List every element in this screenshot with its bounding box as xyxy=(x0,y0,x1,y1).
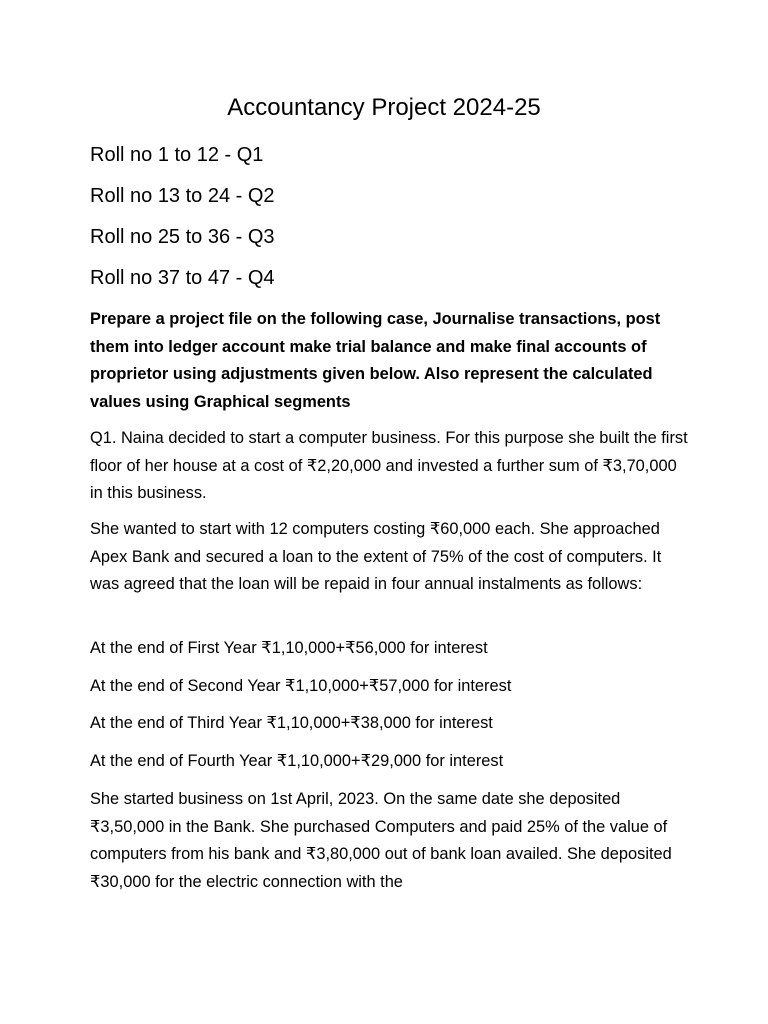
instalment-year-1: At the end of First Year ₹1,10,000+₹56,000 for interest xyxy=(90,639,488,657)
roll-assignment-q1: Roll no 1 to 12 - Q1 xyxy=(90,144,264,166)
project-instructions: Prepare a project file on the following case, Journalise transactions, post them into ledger account make trial balance and make final accounts of proprietor using adjustments given below. Also represent the calculated values using Graphical segments xyxy=(90,310,661,411)
loan-paragraph: She wanted to start with 12 computers costing ₹60,000 each. She approached Apex Bank and secured a loan to the extent of 75% of the cost of computers. It was agreed that the loan will be repaid in four annual instalments as follows: xyxy=(90,520,662,593)
page-title: Accountancy Project 2024-25 xyxy=(227,94,541,121)
roll-assignment-q3: Roll no 25 to 36 - Q3 xyxy=(90,226,275,248)
instalment-year-4: At the end of Fourth Year ₹1,10,000+₹29,000 for interest xyxy=(90,752,504,770)
instalment-year-2: At the end of Second Year ₹1,10,000+₹57,000 for interest xyxy=(90,677,512,695)
question-intro-paragraph: Q1. Naina decided to start a computer business. For this purpose she built the first floor of her house at a cost of ₹2,20,000 and invested a further sum of ₹3,70,000 in this business. xyxy=(90,429,688,502)
business-start-paragraph: She started business on 1st April, 2023. On the same date she deposited ₹3,50,000 in the Bank. She purchased Computers and paid 25% of the value of computers from his bank and ₹3,80,000 out of bank loan availed. She deposited ₹30,000 for the electric connection with the xyxy=(90,790,672,891)
roll-assignment-q2: Roll no 13 to 24 - Q2 xyxy=(90,185,275,207)
roll-assignment-q4: Roll no 37 to 47 - Q4 xyxy=(90,267,275,289)
instalment-year-3: At the end of Third Year ₹1,10,000+₹38,000 for interest xyxy=(90,714,493,732)
